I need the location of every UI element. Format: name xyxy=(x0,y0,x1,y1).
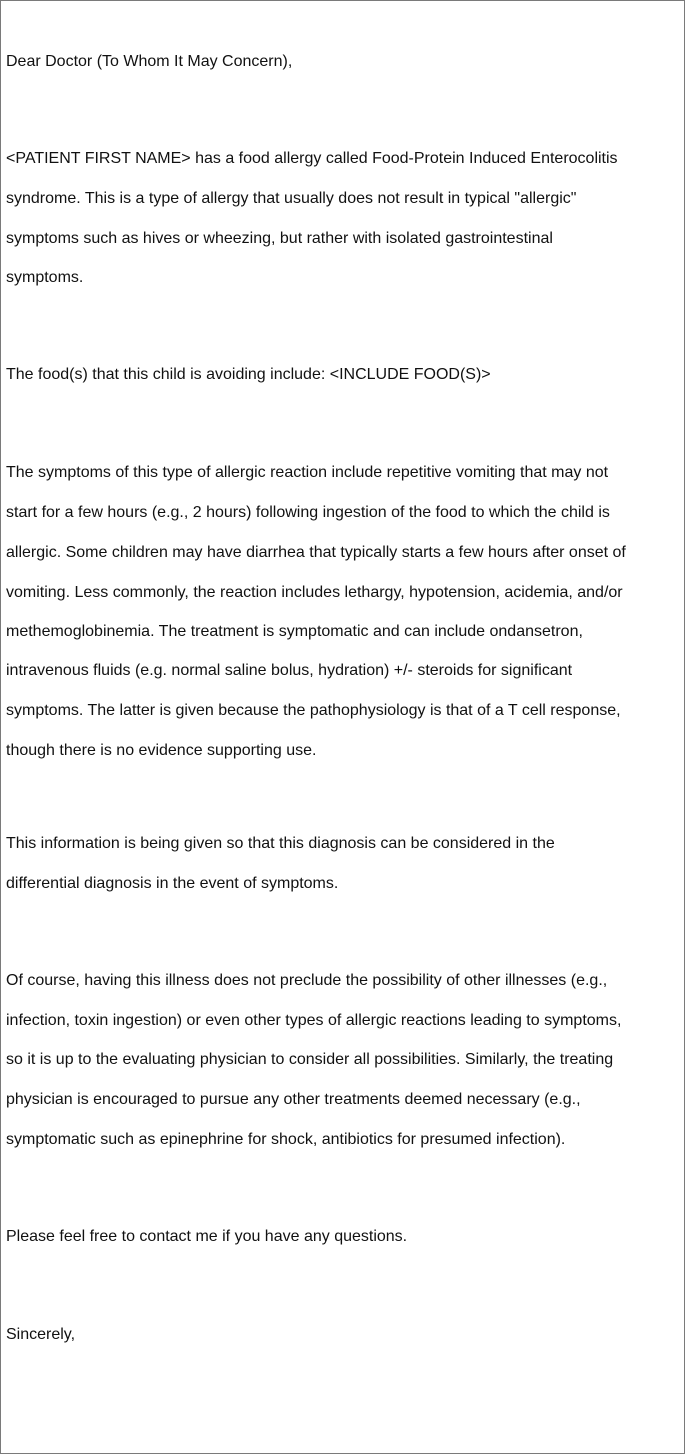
paragraph-line: symptoms. xyxy=(6,269,84,286)
paragraph-line: allergic. Some children may have diarrhea that typically starts a few hours after onset of xyxy=(6,544,626,561)
paragraph-line: infection, toxin ingestion) or even other types of allergic reactions leading to symptoms, xyxy=(6,1012,622,1029)
paragraph-line: vomiting. Less commonly, the reaction includes lethargy, hypotension, acidemia, and/or xyxy=(6,584,623,601)
paragraph-line: physician is encouraged to pursue any other treatments deemed necessary (e.g., xyxy=(6,1091,581,1108)
paragraph-line: Please feel free to contact me if you have any questions. xyxy=(6,1228,408,1245)
paragraph-line: The food(s) that this child is avoiding include: <INCLUDE FOOD(S)> xyxy=(6,366,491,383)
paragraph-line: though there is no evidence supporting use. xyxy=(6,742,317,759)
closing: Sincerely, xyxy=(6,1326,76,1343)
paragraph-line: start for a few hours (e.g., 2 hours) following ingestion of the food to which the child is xyxy=(6,504,610,521)
salutation: Dear Doctor (To Whom It May Concern), xyxy=(6,53,293,70)
paragraph-line: <PATIENT FIRST NAME> has a food allergy called Food-Protein Induced Enterocolitis xyxy=(6,150,618,167)
paragraph-line: symptoms. The latter is given because the pathophysiology is that of a T cell response, xyxy=(6,702,621,719)
paragraph-line: This information is being given so that this diagnosis can be considered in the xyxy=(6,835,555,852)
paragraph-line: intravenous fluids (e.g. normal saline bolus, hydration) +/- steroids for significant xyxy=(6,662,573,679)
paragraph-line: so it is up to the evaluating physician to consider all possibilities. Similarly, the treating xyxy=(6,1051,614,1068)
paragraph-line: methemoglobinemia. The treatment is symptomatic and can include ondansetron, xyxy=(6,623,583,640)
paragraph-line: symptoms such as hives or wheezing, but rather with isolated gastrointestinal xyxy=(6,230,553,247)
paragraph-line: The symptoms of this type of allergic reaction include repetitive vomiting that may not xyxy=(6,464,609,481)
paragraph-line: differential diagnosis in the event of symptoms. xyxy=(6,875,339,892)
paragraph-line: symptomatic such as epinephrine for shock, antibiotics for presumed infection). xyxy=(6,1131,566,1148)
paragraph-line: syndrome. This is a type of allergy that usually does not result in typical "allergic" xyxy=(6,190,577,207)
paragraph-line: Of course, having this illness does not preclude the possibility of other illnesses (e.g., xyxy=(6,972,608,989)
